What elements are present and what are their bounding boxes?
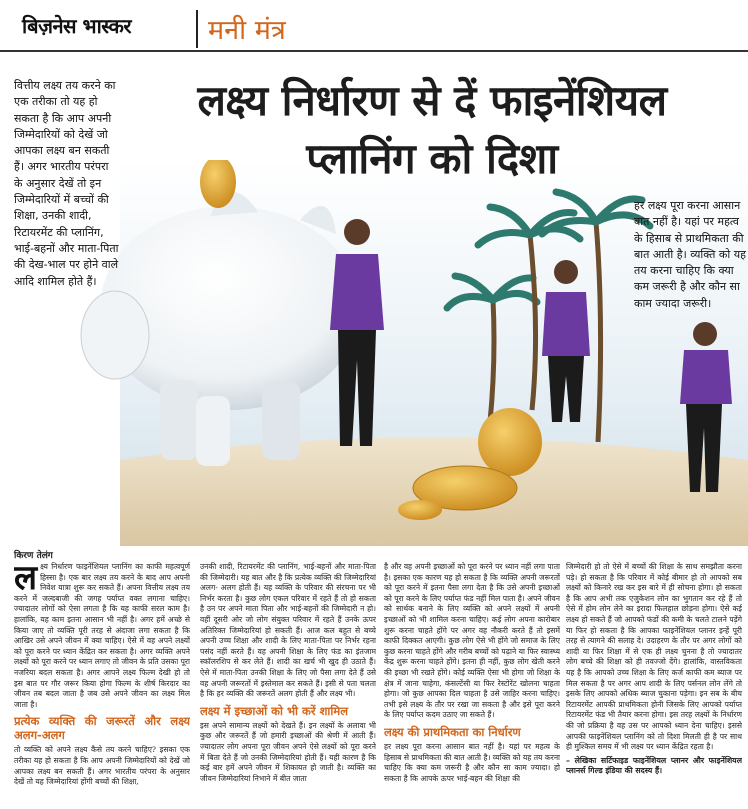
column-1-text-b: तो व्यक्ति को अपने लक्ष्य कैसे तय करने चाहिए? इसका एक तरीका यह हो सकता है कि आप अपनी जिम्मेदारियों को देखें जो आपका लक्ष्य बन सकती हैं। अगर भारतीय परंपरा के अनुसार देखें तो यह जिम्मेदारियां होंगी बच्चों की शिक्षा, (14, 745, 190, 787)
author-note: – लेखिका सर्टिफाइड फाइनेंशियल प्लानर और फाइनेंशियल प्लानर्स गिल्ड इंडिया की सदस्य हैं। (566, 755, 742, 776)
subhead-3: लक्ष्य की प्राथमिकता का निर्धारण (384, 724, 521, 739)
newspaper-brand: बिज़नेस भास्कर (22, 14, 132, 38)
headline-line-2: प्लानिंग को दिशा (306, 134, 558, 183)
intro-right: हर लक्ष्य पूरा करना आसान बात नहीं है। यहां पर महत्व के हिसाब से प्राथमिकता की बात आती है। व्यक्ति को यह तय करना चाहिए कि क्या कम जरूरी है और कौन सा काम ज्यादा जरूरी। (634, 199, 746, 310)
article-column-2 (200, 562, 376, 808)
coin-standing (478, 408, 542, 476)
subhead-2: लक्ष्य में इच्छाओं को भी करें शामिल (200, 703, 349, 718)
article-column-4 (566, 562, 742, 808)
article-column-1 (14, 562, 190, 808)
headline-line-1: लक्ष्य निर्धारण से दें फाइनेंशियल (197, 76, 667, 125)
column-3-text: है और वह अपनी इच्छाओं को पूरा करने पर ध्यान नहीं लगा पाता है। इसका एक कारण यह हो सकता है कि व्यक्ति अपनी जरूरतों को पूरा करने में इतना पैसा लगा देता है कि उसे अपनी इच्छाओं को पूरा करने के लिए पर्याप्त फंड नहीं मिल पाता है। अपने जीवन को सार्थक बनाने के लिए व्यक्ति को अपने लक्ष्यों में अपनी इच्छाओं को भी शामिल करना चाहिए। कई लोग अपना कारोबार शुरू करना चाहते होंगे पर अगर वह नौकरी करते हैं तो इसमें काफी दिक्कत आएगी। कुछ लोग ऐसे भी होंगे जो समाज के लिए कुछ करना चाहते होंगे और गरीब बच्चों को पढ़ाने या फिर स्वास्थ्य केंद्र शुरू करना चाहते होंगे। इतना ही नहीं, कुछ लोग खेती करने की इच्छा भी रखते होंगे। कोई व्यक्ति ऐसा भी होगा जो शिक्षा के क्षेत्र में जाना चाहेगा, कंसल्टेंसी या फिर रेस्टोरेंट खोलना चाहता होगा। जो कुछ आपका दिल चाहता है उसे जाहिर करना चाहिए। तभी इसे लक्ष्य के तौर पर रखा जा सकता है और इसे पूरा करने के लिए पर्याप्त कदम उठाए जा सकते हैं। (384, 562, 560, 720)
coin-small (398, 500, 442, 520)
column-2-text-b: इस अपने सामान्य लक्ष्यों को देखते हैं। इन लक्ष्यों के अलावा भी कुछ और जरूरतें हैं जो हमारी इच्छाओं की श्रेणी में आती हैं। ज्यादातर लोग अपना पूरा जीवन अपने ऐसे लक्ष्यों को पूरा करने में बिता देते हैं जो उनकी जिम्मेदारियां होती हैं। यही कारण है कि कई बार हमें अपने जीवन में शिकायत हो जाती है। व्यक्ति का जीवन जिम्मेदारियां निभाने में बीत जाता (200, 720, 376, 783)
subhead-1: प्रत्येक व्यक्ति की जरूरतें और लक्ष्य अलग-अलग (14, 714, 190, 743)
intro-left: वित्तीय लक्ष्य तय करने का एक तरीका तो यह हो सकता है कि आप अपनी जिम्मेदारियों को देखें जो आपका लक्ष्य बन सकती हैं। अगर भारतीय परंपरा के अनुसार देखें तो इन जिम्मेदारियों में बच्चों की शिक्षा, उनकी शादी, रिटायरमेंट की प्लानिंग, भाई-बहनों और माता-पिता की देख-भाल पर होने वाले आदि शामिल होते हैं। (14, 79, 119, 288)
headline (126, 72, 738, 188)
masthead (0, 0, 748, 52)
column-2-text: उनकी शादी, रिटायरमेंट की प्लानिंग, भाई-बहनों और माता-पिता की जिम्मेदारी। यह बात और है कि प्रत्येक व्यक्ति की जिम्मेदारियां अलग- अलग होती हैं। यह व्यक्ति के परिवार की संरचना पर भी निर्भर करता है। कुछ लोग एकल परिवार में रहते हैं तो हो सकता है उन पर अपने माता पिता और भाई-बहनों की जिम्मेदारी न हो। वहीं दूसरी ओर जो लोग संयुक्त परिवार में रहते हैं उनके ऊपर अतिरिक्त जिम्मेदारियां हो सकती हैं। आज कल बहुत से बच्चे अपनी उच्च शिक्षा और शादी के लिए माता-पिता पर निर्भर रहना पसंद नहीं करते हैं। वह अपनी शिक्षा के लिए फंड का इंतजाम स्कॉलरशिप से कर लेते हैं। शादी का खर्च भी खुद ही उठाते हैं। ऐसे में माता-पिता उनकी शिक्षा के लिए जो पैसा लगा देते हैं उसे वह अपनी जरूरतों में इस्तेमाल कर सकते हैं। इसी से पता चलता है कि हर व्यक्ति की जरूरतें अलग होती हैं और लक्ष्य भी। (200, 562, 376, 699)
section-title: मनी मंत्र (208, 15, 286, 46)
brand-divider (196, 10, 198, 48)
byline: किरण तेलंग (14, 551, 53, 561)
column-3-text-b: हर लक्ष्य पूरा करना आसान बात नहीं है। यहां पर महत्व के हिसाब से प्राथमिकता की बात आती है। व्यक्ति को यह तय करना चाहिए कि क्या कम जरूरी है और कौन सा काम ज्यादा। हो सकता है कि आपके ऊपर भाई-बहन की शिक्षा की (384, 741, 560, 783)
column-1-text: क्ष्य निर्धारण फाइनेंशियल प्लानिंग का काफी महत्वपूर्ण हिस्सा है। एक बार लक्ष्य तय करने के बाद आप अपनी निवेश यात्रा शुरू कर सकते हैं। अपना वित्तीय लक्ष्य तय करने में जल्दबाजी की जगह पर्याप्त वक्त लगाना चाहिए। ज्यादातर लोगों को ऐसा लगता है कि यह काफी सरल काम है। हालांकि, यह काम इतना आसान भी नहीं है। अगर हमें अच्छे से किया जाए तो व्यक्ति पूरी तरह से अंदाजा लगा सकता है कि आखिर उसे अपने जीवन में क्या चाहिए। ऐसे में वह अपने लक्ष्यों को पूरा करने पर ध्यान केंद्रित कर सकता है। अगर व्यक्ति अपने लक्ष्यों को पूरा करने पर ध्यान लगाए तो जीवन के प्रति उसका पूरा नजरिया बदल सकता है। अगर आपने लक्ष्य फिल्म देखी हो तो इस बात पर गौर जरूर किया होगा फिल्म के शीर्ष किरदार का जीवन तब बदल जाता है जब उसे अपने जीवन का लक्ष्य मिल जाता है। (14, 562, 190, 709)
article-column-3 (384, 562, 560, 808)
column-4-text: जिम्मेदारी हो तो ऐसे में बच्चों की शिक्षा के साथ समझौता करना पड़े। हो सकता है कि परिवार में कोई बीमार हो तो आपको सब लक्ष्यों को किनारे रख कर इस बारे में ही सोचना होगा। हो सकता है कि आप अभी तक एजुकेशन लोन का भुगतान कर रहे हैं तो ऐसे में होम लोन लेने का इरादा फिलहाल छोड़ना होगा। ऐसे कई लक्ष्य हो सकते हैं जो आपको फंडों की कमी के चलते टालने पड़ेंगे या फिर हो सकता है कि आपका फाइनेंशियल प्लानर इन्हें पूरी तरह से त्यागने की सलाह दे। उदाहरण के तौर पर अगर लोगों को शादी या फिर शिक्षा में से एक ही लक्ष्य चुनना है तो ज्यादातर लोग बच्चे की शिक्षा को ही तवज्जो देंगे। हालांकि, वास्तविकता यह है कि आपको उच्च शिक्षा के लिए कर्ज काफी कम ब्याज पर मिल सकता है पर अगर आप शादी के लिए पर्सनल लोन लेंगे तो इसके लिए आपको अधिक ब्याज चुकाना पड़ेगा। इन सब के बीच रिटायरमेंट आपकी प्राथमिकता होनी जिसके लिए आपको पर्याप्त रिटायरमेंट फंड भी तैयार करना होगा। इस तरह लक्ष्यों के निर्धारण की जो प्रक्रिया है वह उस पर आपको ध्यान देना चाहिए। इससे आपकी फाइनेंशियल प्लानिंग को तो दिशा मिलती ही है पर साथ ही मुश्किल समय में भी लक्ष्य पर ध्यान केंद्रित रहता है। (566, 562, 742, 752)
drop-cap: ल (14, 562, 38, 598)
